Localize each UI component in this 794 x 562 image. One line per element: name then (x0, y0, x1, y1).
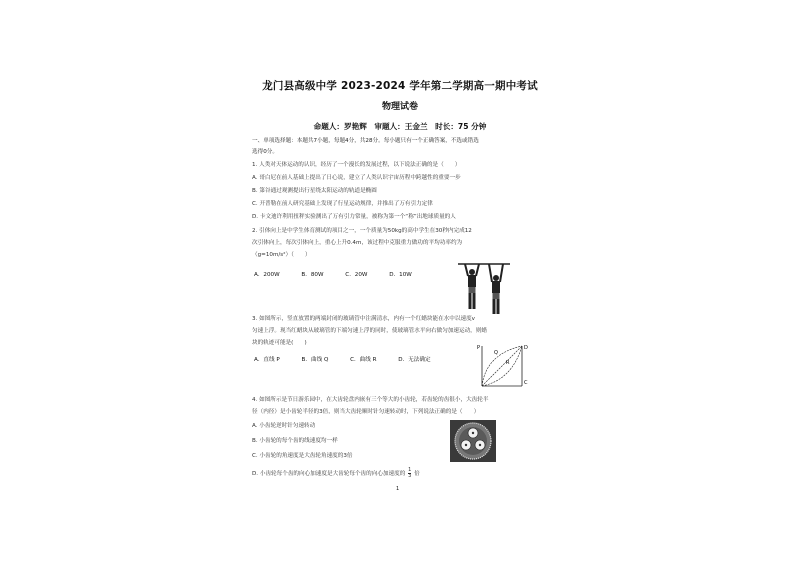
q3-stem-1: 3. 如图所示，竖直放置的两端封闭的玻璃管中注满清水，内有一个红蜡块能在水中以速度v (252, 316, 475, 322)
q2-option-d: D．10W (389, 272, 412, 278)
q1-option-d: D. 卡文迪许利用扭秤实验测出了万有引力常量，被称为第一个“称”出地球质量的人 (252, 214, 456, 220)
q2-stem-3: （g=10m/s²）（ ） (252, 252, 311, 258)
label-p: P (477, 345, 481, 351)
q2-stem-1: 2. 引体向上是中学生体育测试的项目之一，一个质量为50kg的高中学生在30秒内完成12 (252, 228, 472, 234)
q3-option-d: D．无法确定 (398, 357, 431, 363)
q3-option-b: B．曲线 Q (301, 357, 329, 363)
q2-option-c: C．20W (345, 272, 368, 278)
exam-subject: 物理试卷 (381, 102, 418, 112)
q4-option-d (252, 468, 420, 479)
q2-option-b: B．80W (301, 272, 324, 278)
q3-options (254, 355, 451, 363)
q4-option-b: B. 小齿轮的每个齿的线速度均一样 (252, 438, 338, 444)
pullup-figure (456, 260, 512, 318)
q4-option-c: C. 小齿轮的角速度是大齿轮角速度的3倍 (252, 453, 353, 459)
staff-line: 命题人：罗艳辉 审题人：王金兰 时长：75 分钟 (313, 122, 487, 131)
label-d: D (524, 345, 528, 351)
label-q: Q (494, 350, 498, 356)
section-heading: 一、单项选择题：本题共7小题，每题4分，共28分。每小题只有一个正确答案，不选或错选 (252, 138, 479, 144)
q3-option-a: A．直线 P (254, 357, 280, 363)
q4-option-a: A. 小齿轮逆时针匀速转动 (252, 423, 316, 429)
fraction-numerator: 1 (408, 467, 412, 473)
q4-stem-1: 4. 如图所示是节日游乐园中，在大齿轮盘内嵌有三个等大的小齿轮，若齿轮的齿很小，大齿轮半 (252, 397, 489, 403)
q2-option-a: A．200W (254, 272, 280, 278)
q4-stem-2: 径（内径）是小齿轮半径的3倍，则当大齿轮顺时针匀速转动时，下列说法正确的是（ ） (252, 409, 480, 415)
q2-options (254, 270, 432, 278)
label-c: C (524, 380, 528, 386)
label-r: R (506, 360, 510, 366)
q2-stem-2: 次引体向上，每次引体向上，重心上升0.4m，该过程中克服重力做功的平均功率约为 (252, 240, 463, 246)
fraction-denominator: 3 (408, 473, 412, 479)
q4-option-d-text: D. 小齿轮每个齿的向心加速度是大齿轮每个齿的向心加速度的 (252, 471, 406, 477)
q3-stem-3: 块的轨迹可能是( ) (252, 340, 307, 346)
gear-figure (450, 420, 496, 462)
fraction (408, 468, 411, 479)
q1-option-c: C. 开普勒在前人研究基础上发现了行星运动规律，并推出了万有引力定律 (252, 201, 433, 207)
exam-page (250, 78, 550, 496)
section-heading-cont: 选得0分。 (252, 149, 278, 155)
exam-title: 龙门县高级中学 2023-2024 学年第二学期高一期中考试 (262, 80, 538, 92)
q3-option-c: C．曲线 R (350, 357, 377, 363)
q1-stem: 1. 人类对天体运动的认识，经历了一个漫长的发展过程，以下说法正确的是（ ） (252, 162, 461, 168)
q1-option-b: B. 第谷通过观测提出行星绕太阳运动的轨道是椭圆 (252, 188, 377, 194)
q3-stem-2: 匀速上浮。现当红蜡块从玻璃管的下端匀速上浮的同时，使玻璃管水平向右做匀加速运动，则蜡 (252, 328, 487, 334)
page-number: 1 (396, 486, 400, 492)
q1-option-a: A. 哥白尼在前人基础上提出了日心说，建立了人类认识宇宙历程中跨越性的重要一步 (252, 175, 461, 181)
trajectory-figure (476, 340, 530, 390)
q4-option-d-tail: 倍 (414, 471, 420, 477)
